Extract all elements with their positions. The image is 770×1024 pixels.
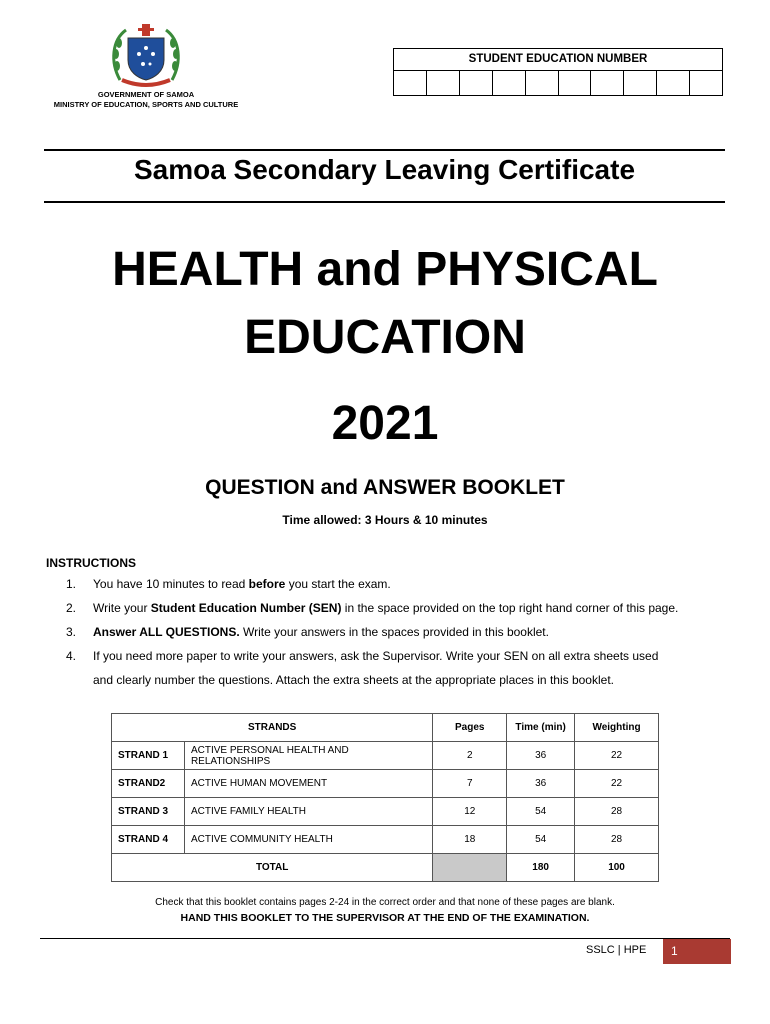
instruction-item bbox=[66, 644, 746, 668]
sen-digit-cell[interactable] bbox=[690, 71, 722, 96]
subject-line-2: EDUCATION bbox=[244, 311, 526, 364]
strand-weighting: 22 bbox=[575, 770, 659, 798]
ministry-line: MINISTRY OF EDUCATION, SPORTS AND CULTURE bbox=[53, 100, 239, 109]
instruction-emphasis: before bbox=[248, 577, 286, 591]
sen-digit-cell[interactable] bbox=[591, 71, 624, 96]
column-header: Pages bbox=[433, 714, 507, 742]
page-check-note: Check that this booklet contains pages 2-24 in the correct order and that none of these pages are blank. bbox=[155, 897, 615, 908]
instructions-heading: INSTRUCTIONS bbox=[46, 556, 136, 570]
strand-weighting: 22 bbox=[575, 742, 659, 770]
sen-digit-cell[interactable] bbox=[394, 71, 427, 96]
subject-line-1: HEALTH and PHYSICAL bbox=[112, 243, 658, 296]
instruction-emphasis: Student Education Number (SEN) bbox=[150, 601, 342, 615]
table-row bbox=[112, 742, 659, 770]
instruction-number: 3. bbox=[66, 625, 77, 639]
strand-name: ACTIVE PERSONAL HEALTH AND RELATIONSHIPS bbox=[184, 742, 432, 770]
footer-code: SSLC | HPE bbox=[586, 944, 647, 956]
column-header: Weighting bbox=[575, 714, 659, 742]
strand-time: 36 bbox=[507, 770, 575, 798]
instruction-item bbox=[66, 572, 746, 596]
sen-digit-cell[interactable] bbox=[427, 71, 460, 96]
instruction-text: you start the exam. bbox=[285, 577, 391, 591]
strand-id: STRAND 4 bbox=[112, 826, 185, 854]
hand-in-note: HAND THIS BOOKLET TO THE SUPERVISOR AT THE END OF THE EXAMINATION. bbox=[180, 912, 590, 924]
booklet-title: QUESTION and ANSWER BOOKLET bbox=[205, 476, 565, 499]
instruction-text: Write your answers in the spaces provided in this booklet. bbox=[239, 625, 549, 639]
strands-table bbox=[111, 713, 659, 882]
strand-pages: 12 bbox=[433, 798, 507, 826]
instruction-item bbox=[66, 596, 746, 620]
strand-name: ACTIVE FAMILY HEALTH bbox=[184, 798, 432, 826]
instructions-list bbox=[66, 572, 746, 692]
instruction-item bbox=[66, 620, 746, 644]
total-pages-shaded bbox=[433, 854, 507, 882]
sen-box bbox=[393, 48, 723, 96]
title-top-rule bbox=[44, 149, 725, 151]
table-header-row bbox=[112, 714, 659, 742]
table-row bbox=[112, 770, 659, 798]
page-number: 1 bbox=[663, 939, 731, 964]
title-bottom-rule bbox=[44, 201, 725, 203]
table-total-row bbox=[112, 854, 659, 882]
instruction-number: 4. bbox=[66, 649, 77, 663]
sen-digit-cell[interactable] bbox=[624, 71, 657, 96]
total-time: 180 bbox=[507, 854, 575, 882]
strand-name: ACTIVE COMMUNITY HEALTH bbox=[184, 826, 432, 854]
table-row bbox=[112, 826, 659, 854]
sen-digit-cell[interactable] bbox=[493, 71, 526, 96]
strand-time: 54 bbox=[507, 798, 575, 826]
strand-id: STRAND 1 bbox=[112, 742, 185, 770]
strand-weighting: 28 bbox=[575, 826, 659, 854]
strand-pages: 2 bbox=[433, 742, 507, 770]
certificate-title: Samoa Secondary Leaving Certificate bbox=[133, 154, 636, 185]
strand-id: STRAND 3 bbox=[112, 798, 185, 826]
instruction-number: 1. bbox=[66, 577, 77, 591]
sen-digit-cell[interactable] bbox=[559, 71, 592, 96]
strand-weighting: 28 bbox=[575, 798, 659, 826]
instruction-number: 2. bbox=[66, 601, 77, 615]
sen-cells bbox=[394, 71, 722, 96]
instruction-text: If you need more paper to write your answers, ask the Supervisor. Write your SEN on all extra sheets used bbox=[93, 649, 659, 663]
time-allowed: Time allowed: 3 Hours & 10 minutes bbox=[282, 513, 488, 527]
instruction-text: and clearly number the questions. Attach the extra sheets at the appropriate places in this booklet. bbox=[93, 673, 614, 687]
sen-digit-cell[interactable] bbox=[460, 71, 493, 96]
instruction-text: Write your bbox=[93, 601, 151, 615]
sen-digit-cell[interactable] bbox=[526, 71, 559, 96]
strand-name: ACTIVE HUMAN MOVEMENT bbox=[184, 770, 432, 798]
sen-digit-cell[interactable] bbox=[657, 71, 690, 96]
government-line: GOVERNMENT OF SAMOA bbox=[97, 90, 195, 99]
sen-label: STUDENT EDUCATION NUMBER bbox=[394, 49, 722, 71]
strand-time: 54 bbox=[507, 826, 575, 854]
government-caption bbox=[40, 90, 252, 110]
strand-id: STRAND2 bbox=[112, 770, 185, 798]
instruction-text: in the space provided on the top right hand corner of this page. bbox=[341, 601, 679, 615]
exam-year: 2021 bbox=[331, 397, 439, 450]
subject-title bbox=[0, 236, 770, 372]
strand-pages: 18 bbox=[433, 826, 507, 854]
footer-rule bbox=[40, 938, 730, 939]
samoa-crest-logo bbox=[108, 22, 184, 88]
instruction-emphasis: Answer ALL QUESTIONS. bbox=[93, 625, 240, 639]
instruction-item-continued bbox=[66, 668, 746, 692]
total-weighting: 100 bbox=[575, 854, 659, 882]
table-row bbox=[112, 798, 659, 826]
strand-pages: 7 bbox=[433, 770, 507, 798]
column-header: Time (min) bbox=[507, 714, 575, 742]
total-label: TOTAL bbox=[112, 854, 433, 882]
strand-time: 36 bbox=[507, 742, 575, 770]
column-header: STRANDS bbox=[112, 714, 433, 742]
instruction-text: You have 10 minutes to read bbox=[93, 577, 249, 591]
